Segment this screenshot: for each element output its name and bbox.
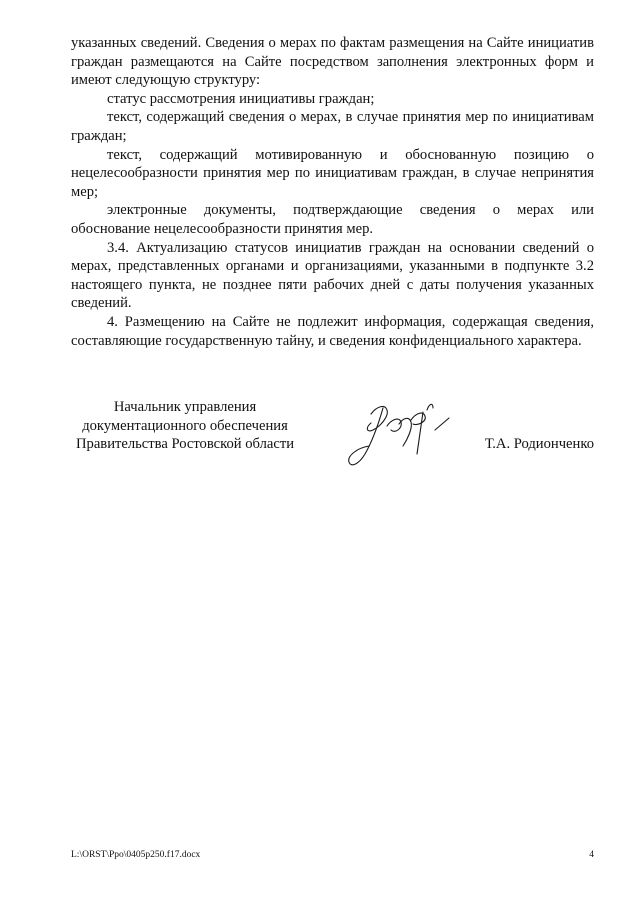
- page-number: 4: [589, 850, 594, 860]
- document-body: [71, 34, 594, 350]
- signatory-title-line: Правительства Ростовской области: [75, 436, 295, 453]
- signatory-title: [71, 398, 299, 454]
- signatory-title-line: Начальник управления: [113, 399, 257, 415]
- list-item-refusal-text: текст, содержащий мотивированную и обоснованную позицию о нецелесообразности принятия мер по инициативам граждан, в случае непринятия мер;: [71, 146, 594, 200]
- paragraph-structure-intro: указанных сведений. Сведения о мерах по фактам размещения на Сайте инициатив граждан размещаются на Сайте посредством заполнения электронных форм и имеют следующую структуру:: [71, 35, 594, 89]
- list-item-measures-text: текст, содержащий сведения о мерах, в случае принятия мер по инициативам граждан;: [71, 109, 594, 144]
- handwritten-signature-icon: [343, 396, 455, 476]
- list-item-electronic-documents: электронные документы, подтверждающие сведения о мерах или обоснование нецелесообразности принятия мер.: [71, 202, 594, 237]
- footer-file-path: L:\ORST\Ppo\0405p250.f17.docx: [71, 850, 201, 860]
- paragraph-3-4: 3.4. Актуализацию статусов инициатив граждан на основании сведений о мерах, представленных органами и организациями, указанными в подпункте 3.2 настоящего пункта, не позднее пяти рабочих дней с даты получения указанных сведений.: [71, 239, 594, 312]
- signature-block: [71, 398, 594, 488]
- signatory-title-line: документационного обеспечения: [82, 417, 288, 434]
- signatory-name: Т.А. Родионченко: [484, 436, 594, 452]
- list-item-review-status: статус рассмотрения инициативы граждан;: [107, 90, 375, 107]
- paragraph-4: 4. Размещению на Сайте не подлежит информация, содержащая сведения, составляющие государственную тайну, и сведения конфиденциального характера.: [71, 313, 594, 349]
